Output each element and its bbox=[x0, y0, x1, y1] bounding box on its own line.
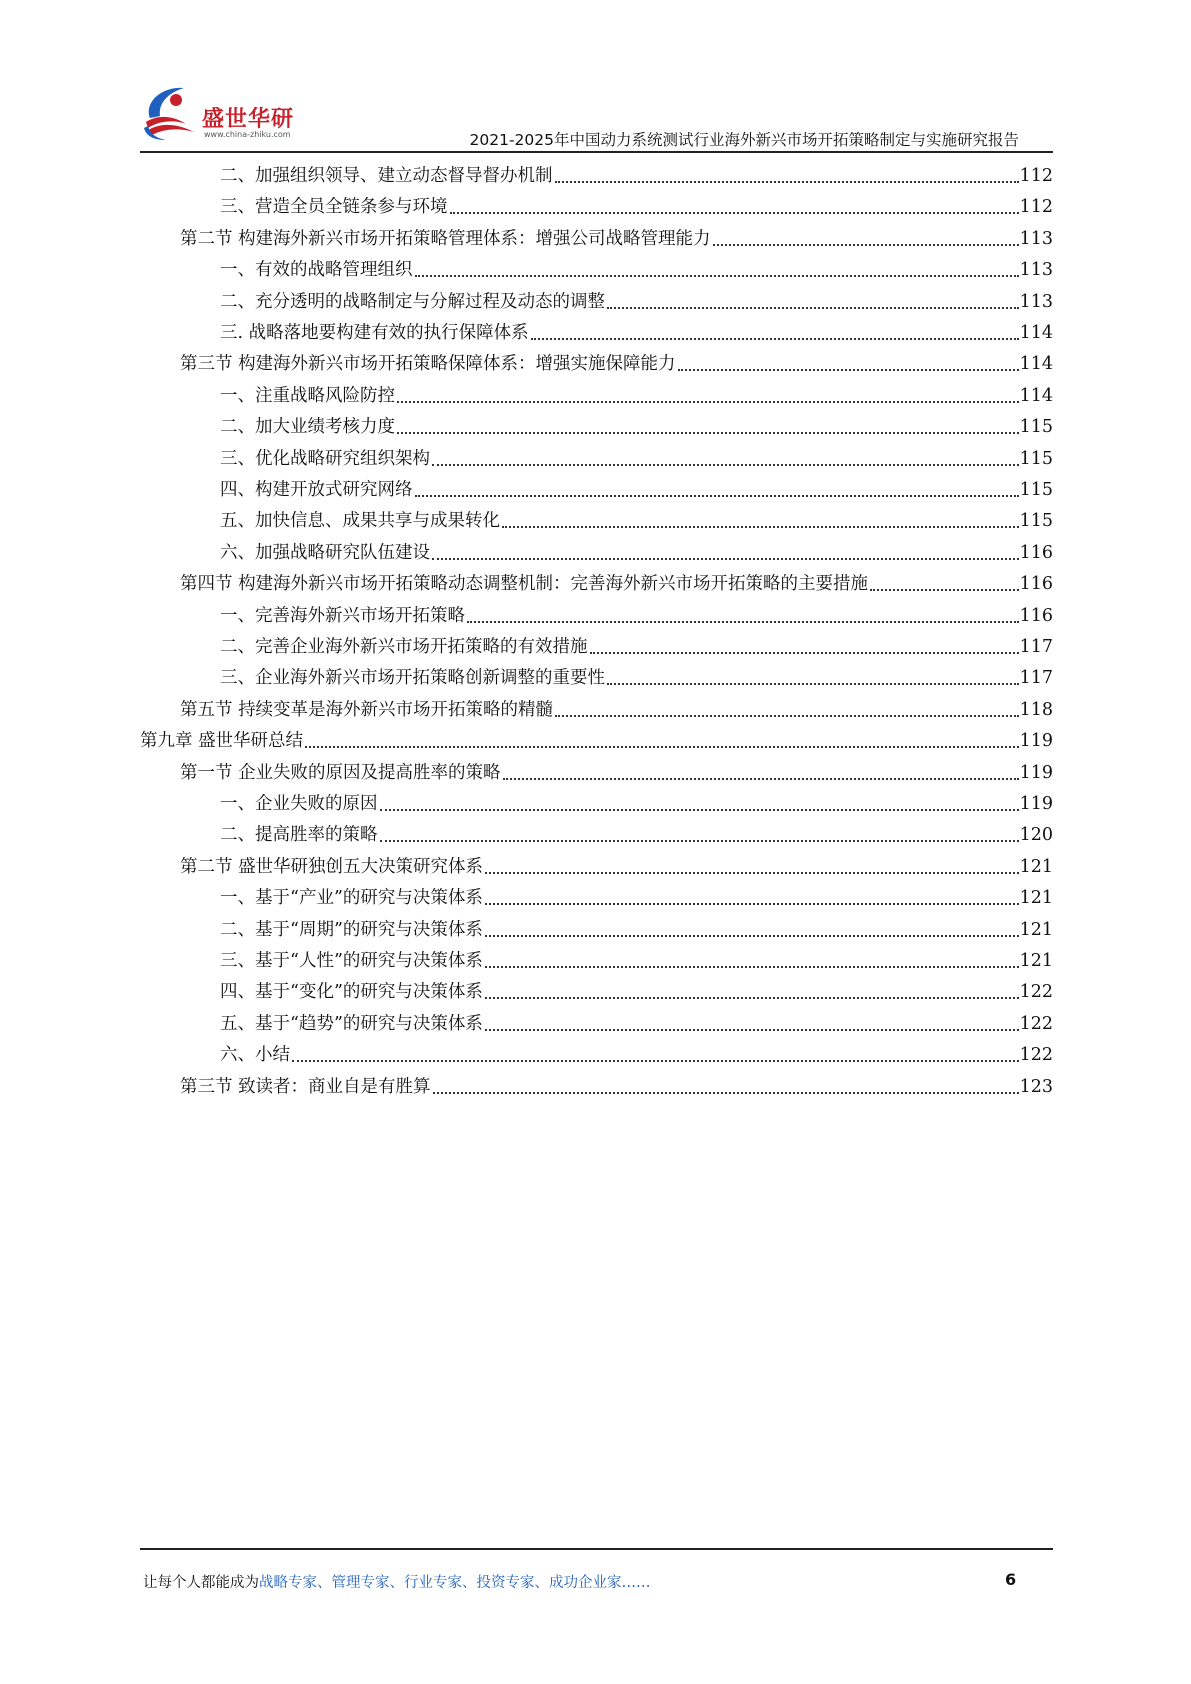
toc-leader-dots bbox=[397, 399, 1019, 403]
toc-leader-dots bbox=[590, 650, 1019, 654]
toc-entry[interactable] bbox=[220, 506, 1053, 532]
toc-entry-page: 113 bbox=[1019, 229, 1053, 249]
toc-entry[interactable] bbox=[220, 318, 1053, 344]
toc-entry-title: 一、企业失败的原因 bbox=[220, 794, 378, 814]
logo-swoosh-icon bbox=[140, 80, 208, 142]
toc-entry-page: 115 bbox=[1019, 511, 1053, 531]
toc-entry-page: 119 bbox=[1019, 763, 1053, 783]
toc-leader-dots bbox=[432, 556, 1019, 560]
toc-leader-dots bbox=[503, 776, 1019, 780]
toc-entry[interactable] bbox=[220, 663, 1053, 689]
toc-leader-dots bbox=[502, 524, 1019, 528]
toc-leader-dots bbox=[485, 901, 1019, 905]
toc-entry-title: 一、完善海外新兴市场开拓策略 bbox=[220, 606, 465, 626]
toc-entry-title: 三、营造全员全链条参与环境 bbox=[220, 197, 448, 217]
toc-entry-page: 115 bbox=[1019, 480, 1053, 500]
toc-entry-title: 一、基于“产业”的研究与决策体系 bbox=[220, 888, 483, 908]
toc-entry-page: 123 bbox=[1019, 1077, 1053, 1097]
toc-entry[interactable] bbox=[180, 852, 1053, 878]
toc-entry-page: 115 bbox=[1019, 449, 1053, 469]
toc-entry-page: 114 bbox=[1019, 386, 1053, 406]
toc-entry[interactable] bbox=[220, 789, 1053, 815]
page-header bbox=[0, 0, 1191, 160]
toc-entry[interactable] bbox=[220, 883, 1053, 909]
toc-entry-title: 二、基于“周期”的研究与决策体系 bbox=[220, 920, 483, 940]
toc-entry[interactable] bbox=[220, 601, 1053, 627]
toc-leader-dots bbox=[305, 744, 1019, 748]
toc-entry-page: 122 bbox=[1019, 1014, 1053, 1034]
toc-entry-page: 116 bbox=[1019, 574, 1053, 594]
toc-entry-title: 五、基于“趋势”的研究与决策体系 bbox=[220, 1014, 483, 1034]
toc-leader-dots bbox=[485, 870, 1019, 874]
toc-leader-dots bbox=[607, 305, 1019, 309]
toc-leader-dots bbox=[485, 964, 1019, 968]
toc-entry-title: 三、基于“人性”的研究与决策体系 bbox=[220, 951, 483, 971]
toc-entry-title: 五、加快信息、成果共享与成果转化 bbox=[220, 511, 500, 531]
toc-entry-page: 112 bbox=[1019, 197, 1053, 217]
toc-entry[interactable] bbox=[220, 192, 1053, 218]
toc-entry[interactable] bbox=[220, 255, 1053, 281]
toc-entry[interactable] bbox=[180, 758, 1053, 784]
toc-entry-title: 二、加强组织领导、建立动态督导督办机制 bbox=[220, 166, 553, 186]
toc-entry-title: 二、完善企业海外新兴市场开拓策略的有效措施 bbox=[220, 637, 588, 657]
toc-entry-title: 一、注重战略风险防控 bbox=[220, 386, 395, 406]
toc-leader-dots bbox=[397, 430, 1019, 434]
toc-entry-page: 122 bbox=[1019, 982, 1053, 1002]
toc-leader-dots bbox=[485, 933, 1019, 937]
toc-entry-title: 第九章 盛世华研总结 bbox=[140, 731, 304, 751]
toc-leader-dots bbox=[713, 242, 1019, 246]
toc-entry-page: 121 bbox=[1019, 951, 1053, 971]
toc-leader-dots bbox=[415, 493, 1019, 497]
footer-divider bbox=[140, 1548, 1053, 1550]
logo-name: 盛世华研 bbox=[202, 107, 295, 132]
toc-entry-title: 第五节 持续变革是海外新兴市场开拓策略的精髓 bbox=[180, 700, 554, 720]
toc-entry-page: 117 bbox=[1019, 668, 1053, 688]
toc-entry-page: 112 bbox=[1019, 166, 1053, 186]
toc-entry-page: 114 bbox=[1019, 323, 1053, 343]
toc-entry[interactable] bbox=[220, 977, 1053, 1003]
toc-entry-page: 120 bbox=[1019, 825, 1053, 845]
toc-entry[interactable] bbox=[220, 444, 1053, 470]
toc-entry[interactable] bbox=[220, 381, 1053, 407]
header-divider bbox=[140, 151, 1053, 153]
toc-entry-page: 122 bbox=[1019, 1045, 1053, 1065]
toc-entry-title: 第二节 盛世华研独创五大决策研究体系 bbox=[180, 857, 484, 877]
toc-entry[interactable] bbox=[180, 695, 1053, 721]
toc-entry-title: 第三节 致读者：商业自是有胜算 bbox=[180, 1077, 431, 1097]
toc-entry-title: 第一节 企业失败的原因及提高胜率的策略 bbox=[180, 763, 501, 783]
toc-entry-page: 119 bbox=[1019, 794, 1053, 814]
toc-entry[interactable] bbox=[220, 287, 1053, 313]
toc-leader-dots bbox=[678, 367, 1019, 371]
toc-entry-page: 121 bbox=[1019, 857, 1053, 877]
logo-url: www.china-zhiku.com bbox=[204, 130, 291, 139]
toc-entry[interactable] bbox=[180, 569, 1053, 595]
toc-entry-title: 三. 战略落地要构建有效的执行保障体系 bbox=[220, 323, 529, 343]
toc-entry[interactable] bbox=[220, 946, 1053, 972]
toc-leader-dots bbox=[415, 273, 1019, 277]
toc-entry[interactable] bbox=[220, 1009, 1053, 1035]
toc-leader-dots bbox=[467, 619, 1019, 623]
toc-entry-page: 121 bbox=[1019, 888, 1053, 908]
page-number: 6 bbox=[1005, 1570, 1017, 1589]
toc-leader-dots bbox=[450, 210, 1019, 214]
toc-leader-dots bbox=[292, 1058, 1019, 1062]
toc-entry-page: 113 bbox=[1019, 260, 1053, 280]
toc-entry-page: 117 bbox=[1019, 637, 1053, 657]
toc-entry-title: 六、小结 bbox=[220, 1045, 290, 1065]
toc-entry-title: 第二节 构建海外新兴市场开拓策略管理体系：增强公司战略管理能力 bbox=[180, 229, 711, 249]
toc-leader-dots bbox=[380, 838, 1019, 842]
toc-leader-dots bbox=[485, 1027, 1019, 1031]
toc-entry[interactable] bbox=[220, 915, 1053, 941]
toc-entry[interactable] bbox=[220, 475, 1053, 501]
toc-entry-page: 118 bbox=[1019, 700, 1053, 720]
toc-entry-title: 二、提高胜率的策略 bbox=[220, 825, 378, 845]
toc-leader-dots bbox=[555, 179, 1019, 183]
toc-entry-page: 119 bbox=[1019, 731, 1053, 751]
toc-entry-page: 116 bbox=[1019, 543, 1053, 563]
toc-leader-dots bbox=[531, 336, 1019, 340]
toc-leader-dots bbox=[433, 1090, 1019, 1094]
toc-entry-page: 116 bbox=[1019, 606, 1053, 626]
toc-entry-page: 121 bbox=[1019, 920, 1053, 940]
toc-entry-title: 第四节 构建海外新兴市场开拓策略动态调整机制：完善海外新兴市场开拓策略的主要措施 bbox=[180, 574, 869, 594]
toc-leader-dots bbox=[555, 713, 1019, 717]
toc-entry-title: 二、充分透明的战略制定与分解过程及动态的调整 bbox=[220, 292, 605, 312]
toc-leader-dots bbox=[870, 587, 1019, 591]
toc-entry[interactable] bbox=[220, 1040, 1053, 1066]
toc-entry-title: 六、加强战略研究队伍建设 bbox=[220, 543, 430, 563]
footer-slogan-prefix: 让每个人都能成为 bbox=[143, 1575, 259, 1591]
toc-entry[interactable] bbox=[220, 538, 1053, 564]
toc-entry-title: 四、基于“变化”的研究与决策体系 bbox=[220, 982, 483, 1002]
toc-entry-page: 113 bbox=[1019, 292, 1053, 312]
toc-entry-title: 三、优化战略研究组织架构 bbox=[220, 449, 430, 469]
toc-entry[interactable] bbox=[180, 349, 1053, 375]
toc-leader-dots bbox=[380, 807, 1019, 811]
toc-entry-title: 第三节 构建海外新兴市场开拓策略保障体系：增强实施保障能力 bbox=[180, 354, 676, 374]
footer-slogan bbox=[143, 1571, 651, 1592]
toc-entry-title: 二、加大业绩考核力度 bbox=[220, 417, 395, 437]
toc-entry[interactable] bbox=[180, 224, 1053, 250]
toc-entry[interactable] bbox=[140, 726, 1053, 752]
toc-entry-title: 四、构建开放式研究网络 bbox=[220, 480, 413, 500]
toc-entry[interactable] bbox=[220, 820, 1053, 846]
toc-leader-dots bbox=[432, 462, 1019, 466]
toc-entry-page: 114 bbox=[1019, 354, 1053, 374]
toc-entry[interactable] bbox=[220, 161, 1053, 187]
toc-entry[interactable] bbox=[180, 1072, 1053, 1098]
toc-leader-dots bbox=[607, 681, 1019, 685]
toc-entry[interactable] bbox=[220, 632, 1053, 658]
toc-entry-title: 三、企业海外新兴市场开拓策略创新调整的重要性 bbox=[220, 668, 605, 688]
footer-slogan-highlight: 战略专家、管理专家、行业专家、投资专家、成功企业家…… bbox=[259, 1575, 651, 1591]
report-title: 2021-2025年中国动力系统测试行业海外新兴市场开拓策略制定与实施研究报告 bbox=[469, 131, 1019, 149]
brand-logo bbox=[140, 80, 310, 148]
toc-entry[interactable] bbox=[220, 412, 1053, 438]
toc-entry-title: 一、有效的战略管理组织 bbox=[220, 260, 413, 280]
toc-entry-page: 115 bbox=[1019, 417, 1053, 437]
toc-leader-dots bbox=[485, 995, 1019, 999]
